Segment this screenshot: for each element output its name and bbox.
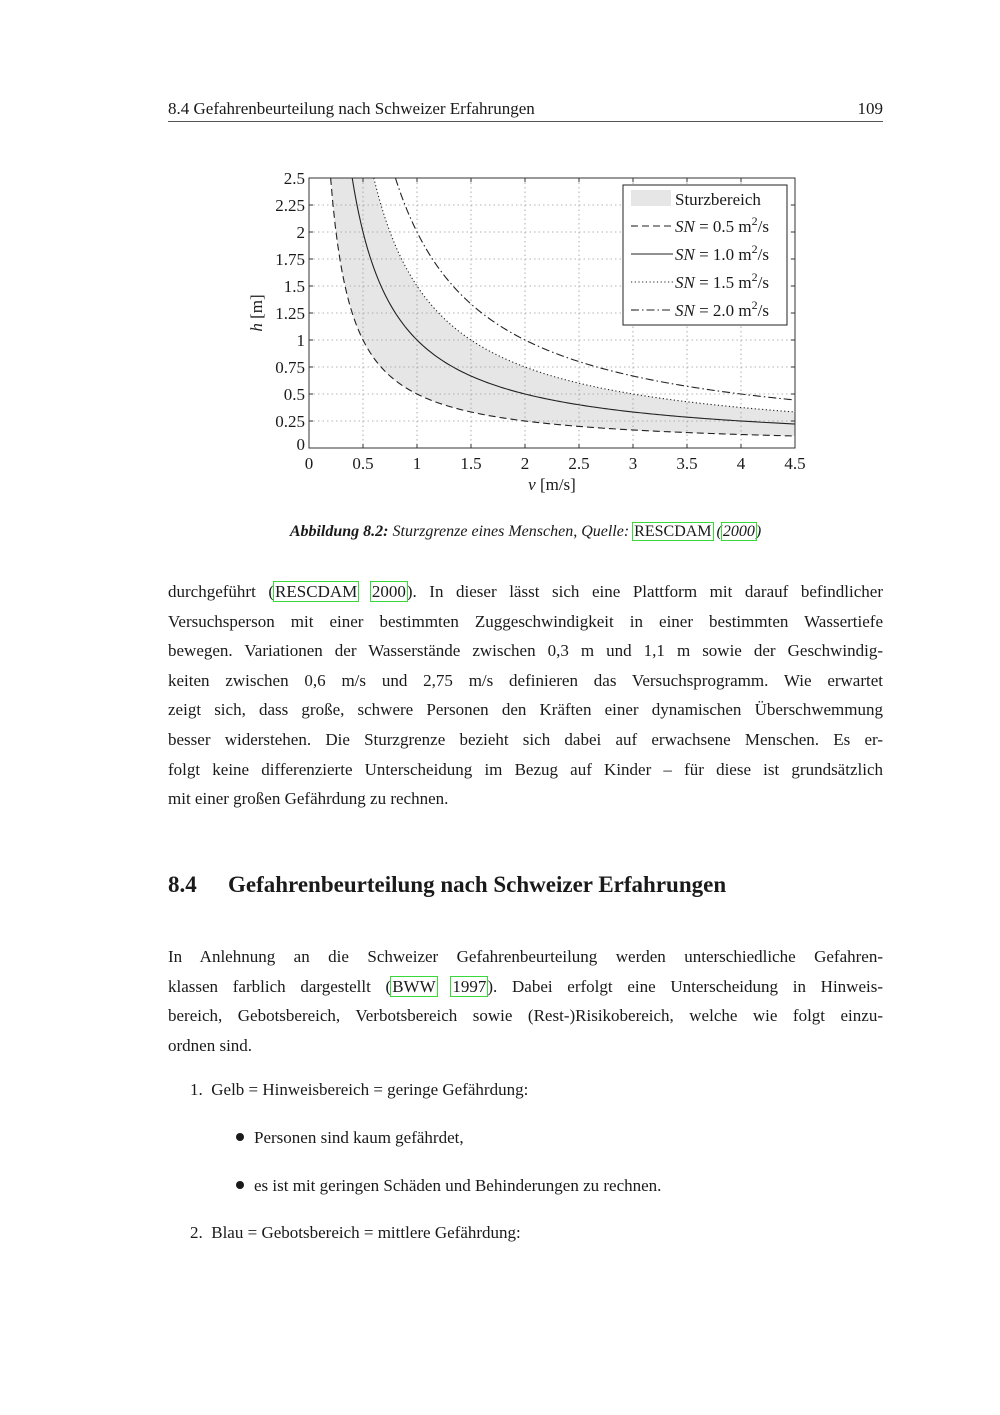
x-tick-label: 0	[304, 454, 314, 473]
x-tick-label: 2	[520, 454, 530, 473]
sub-list-item	[236, 1128, 464, 1148]
figure-sturzgrenze	[240, 165, 820, 505]
list-item-text: Blau = Gebotsbereich = mittlere Gefährdung:	[211, 1223, 521, 1242]
sub-item-text: es ist mit geringen Schäden und Behinderungen zu rechnen.	[254, 1176, 662, 1195]
legend-label: SN = 1.0 $m^2/s$	[675, 242, 769, 264]
text-line: mit einer großen Gefährdung zu rechnen.	[168, 789, 449, 809]
text-line: bereich, Gebotsbereich, Verbotsbereich sowie (Rest-)Risikobereich, welche wie folgt einzu-	[168, 1006, 883, 1026]
citation-year-link[interactable]: 1997	[452, 976, 487, 996]
citation-link[interactable]: BWW	[392, 976, 436, 996]
y-tick-label: 1	[296, 331, 305, 350]
x-tick-label: 3	[628, 454, 638, 473]
x-tick-label: 3.5	[676, 454, 698, 473]
x-tick-label: 4	[736, 454, 746, 473]
legend-label: Sturzbereich	[675, 190, 761, 209]
x-tick-label: 0.5	[352, 454, 374, 473]
legend-label: SN = 0.5 $m^2/s$	[675, 214, 769, 236]
x-tick-label: 4.5	[784, 454, 806, 473]
y-tick-label: 2	[296, 223, 305, 242]
running-title: 8.4 Gefahrenbeurteilung nach Schweizer Erfahrungen	[168, 99, 535, 118]
legend-label: SN = 2.0 $m^2/s$	[675, 298, 769, 320]
y-tick-label: 0	[296, 435, 305, 454]
text-line: folgt keine differenzierte Unterscheidung im Bezug auf Kinder – für diese ist grundsätzlich	[168, 759, 883, 779]
caption-label: Abbildung 8.2:	[289, 523, 389, 540]
text-line: In Anlehnung an die Schweizer Gefahrenbeurteilung werden unterschiedliche Gefahren-	[168, 947, 883, 966]
text-line: ordnen sind.	[168, 1035, 253, 1055]
y-tick-label: 0.25	[275, 412, 305, 431]
body-paragraph-1	[168, 577, 883, 814]
text-line: durchgeführt (RESCDAM 2000). In dieser lässt sich eine Plattform mit darauf befindlicher	[168, 582, 883, 601]
citation-link[interactable]: RESCDAM	[634, 523, 712, 540]
caption-text: Sturzgrenze eines Menschen, Quelle:	[392, 523, 630, 540]
y-tick-label: 1.25	[275, 304, 305, 323]
page-number: 109	[857, 99, 883, 118]
text-line: Versuchsperson mit einer bestimmten Zuggeschwindigkeit in einer bestimmten Wassertiefe	[168, 611, 883, 631]
y-tick-label: 0.5	[283, 385, 305, 404]
chart	[240, 165, 820, 505]
y-tick-label: 2.5	[283, 169, 305, 188]
running-header	[168, 97, 883, 122]
legend-label: SN = 1.5 $m^2/s$	[675, 270, 769, 292]
x-tick-label: 1	[412, 454, 422, 473]
section-heading	[168, 872, 726, 898]
list-marker: 1.	[190, 1080, 203, 1099]
list-marker: 2.	[190, 1223, 203, 1242]
x-tick-label: 1.5	[460, 454, 482, 473]
section-title: Gefahrenbeurteilung nach Schweizer Erfahrungen	[228, 872, 727, 897]
text-line: zeigt sich, dass große, schwere Personen den Kräften einer dynamischen Überschwemmung	[168, 700, 883, 720]
x-axis-label: v [m/s]	[528, 475, 576, 494]
sub-list-item	[236, 1176, 661, 1196]
x-tick-label: 2.5	[568, 454, 590, 473]
sub-item-text: Personen sind kaum gefährdet,	[254, 1128, 464, 1147]
list-item	[190, 1080, 528, 1100]
list-item	[190, 1223, 521, 1243]
y-tick-label: 1.75	[275, 250, 305, 269]
text-line: bewegen. Variationen der Wasserstände zwischen 0,3 m und 1,1 m sowie der Geschwindig-	[168, 641, 883, 661]
y-tick-label: 0.75	[275, 358, 305, 377]
citation-year-link[interactable]: 2000	[722, 523, 755, 540]
citation-year-link[interactable]: 2000	[371, 582, 406, 601]
body-paragraph-2	[168, 942, 883, 1060]
y-axis-label: h [m]	[247, 294, 266, 332]
chart-legend	[623, 185, 787, 325]
text-line: klassen farblich dargestellt (BWW 1997). Dabei erfolgt eine Unterscheidung in Hinweis-	[168, 976, 883, 996]
citation-link[interactable]: RESCDAM	[275, 582, 358, 601]
section-number: 8.4	[168, 872, 197, 897]
figure-caption: Abbildung 8.2: Sturzgrenze eines Menschen, Quelle: RESCDAM (2000)	[289, 523, 762, 540]
bullet-icon	[236, 1133, 244, 1141]
list-item-text: Gelb = Hinweisbereich = geringe Gefährdung:	[211, 1080, 529, 1099]
y-tick-label: 2.25	[275, 196, 305, 215]
text-line: keiten zwischen 0,6 m/s und 2,75 m/s definieren das Versuchsprogramm. Wie erwartet	[168, 670, 883, 690]
y-tick-label: 1.5	[283, 277, 305, 296]
bullet-icon	[236, 1181, 244, 1189]
text-line: besser widerstehen. Die Sturzgrenze bezieht sich dabei auf erwachsene Menschen. Es er-	[168, 729, 883, 749]
